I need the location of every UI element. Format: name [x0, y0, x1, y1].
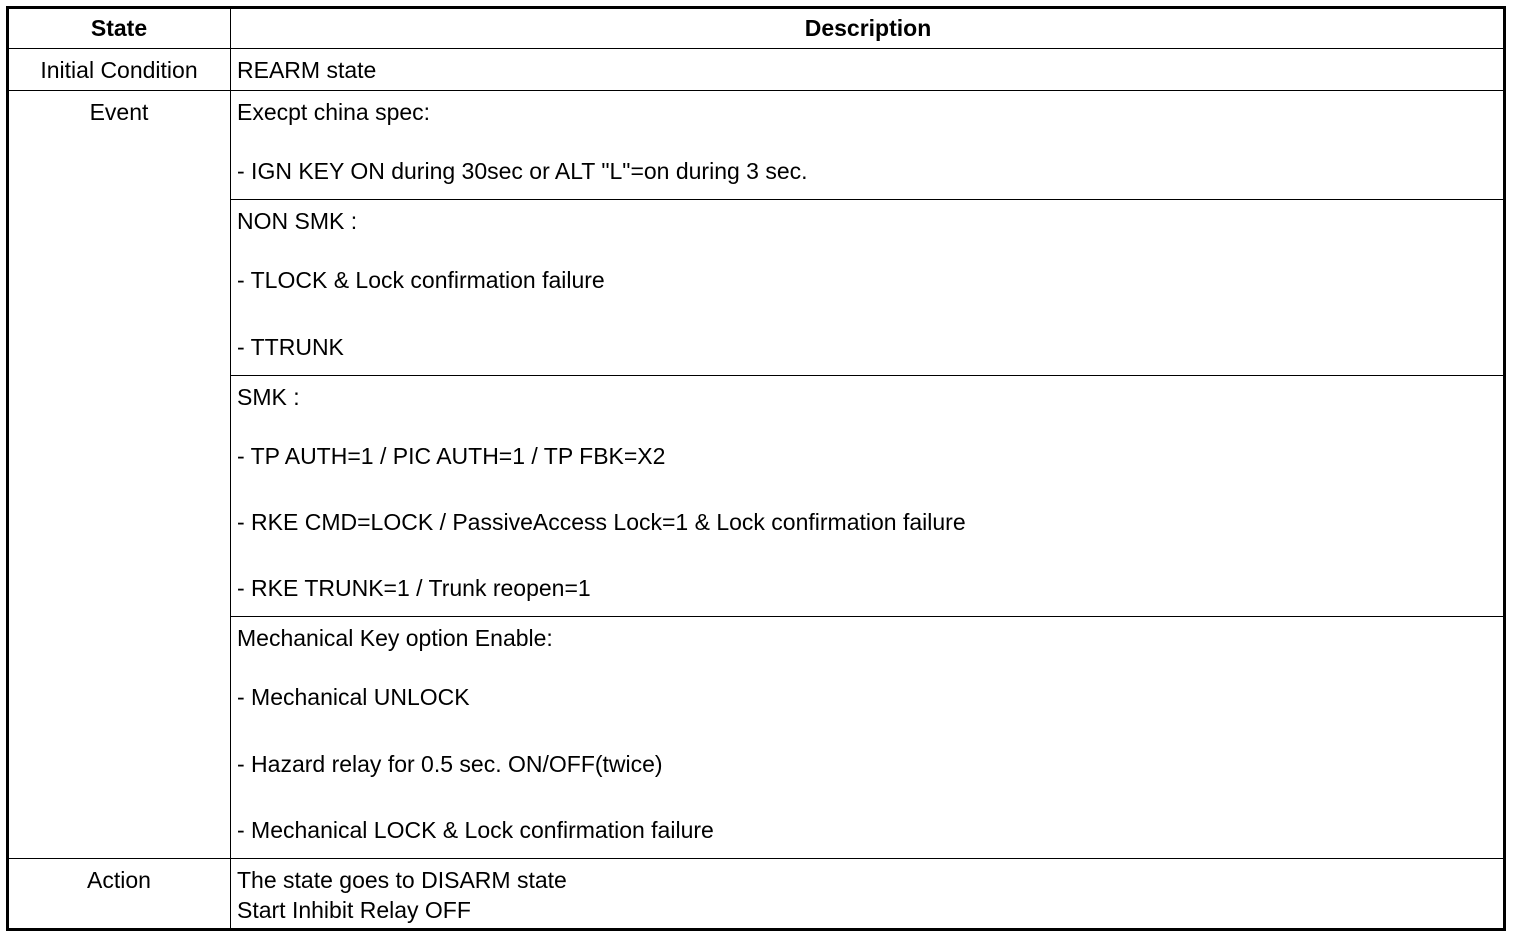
header-description: Description	[804, 15, 932, 41]
event-label: Event	[89, 99, 149, 125]
action-line: The state goes to DISARM state	[237, 867, 567, 893]
event-item: - Mechanical UNLOCK	[237, 684, 470, 710]
event-group-divider	[231, 199, 1505, 200]
initial-condition-label: Initial Condition	[40, 57, 198, 83]
state-table	[6, 6, 1506, 931]
event-group-title: Execpt china spec:	[237, 99, 431, 125]
event-group-divider	[231, 616, 1505, 617]
event-item: - IGN KEY ON during 30sec or ALT "L"=on during 3 sec.	[237, 158, 808, 184]
event-group-title: NON SMK :	[237, 208, 358, 234]
action-label: Action	[87, 867, 151, 893]
header-state: State	[90, 15, 148, 41]
event-item: - Hazard relay for 0.5 sec. ON/OFF(twice)	[237, 751, 663, 777]
row-divider	[8, 858, 1505, 859]
event-item: - Mechanical LOCK & Lock confirmation failure	[237, 817, 714, 843]
initial-condition-description: REARM state	[237, 57, 377, 83]
event-item: - TLOCK & Lock confirmation failure	[237, 267, 605, 293]
event-group-title: Mechanical Key option Enable:	[237, 625, 553, 651]
row-divider	[8, 48, 1505, 49]
action-line: Start Inhibit Relay OFF	[237, 897, 471, 923]
row-divider	[8, 90, 1505, 91]
event-item: - RKE CMD=LOCK / PassiveAccess Lock=1 & Lock confirmation failure	[237, 509, 966, 535]
column-divider	[230, 8, 231, 930]
event-item: - RKE TRUNK=1 / Trunk reopen=1	[237, 575, 591, 601]
event-item: - TP AUTH=1 / PIC AUTH=1 / TP FBK=X2	[237, 443, 666, 469]
event-group-divider	[231, 375, 1505, 376]
event-group-title: SMK :	[237, 384, 300, 410]
event-item: - TTRUNK	[237, 334, 344, 360]
